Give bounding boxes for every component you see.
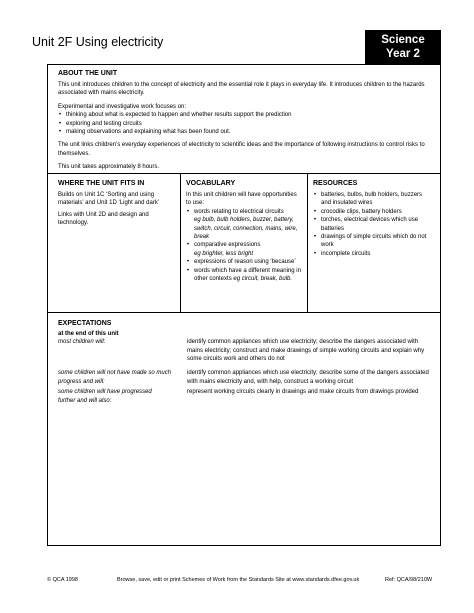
vocab-text: expressions of reason using ‘because’ xyxy=(194,259,296,266)
expectations-heading: EXPECTATIONS xyxy=(58,320,112,327)
vocab-text: words which have a different meaning in other contexts xyxy=(194,267,301,283)
subject-label: Science xyxy=(381,34,425,46)
expectation-label: most children will: xyxy=(58,339,106,346)
resources-section xyxy=(313,180,433,258)
fits-links-with: Links with Unit 2D and design and technology. xyxy=(58,211,149,227)
vocab-example: eg brighter, less bright xyxy=(194,250,254,257)
about-work-list xyxy=(58,111,430,136)
about-links: The unit links children’s everyday experiences of electricity to scientific ideas and the importance of following instructions to control risks to themselves. xyxy=(58,142,425,157)
footer-copyright: © QCA 1998 xyxy=(47,577,78,583)
vocab-example: eg circuit, break, bulb. xyxy=(233,276,293,283)
list-item: • batteries, bulbs, bulb holders, buzzers and insulated wires xyxy=(321,191,433,208)
column-divider xyxy=(180,173,181,312)
expectation-text: represent working circuits clearly in drawings and make circuits from drawings provided xyxy=(187,389,419,396)
expectation-row xyxy=(58,388,430,407)
vocabulary-list xyxy=(186,208,302,284)
resources-list xyxy=(313,191,433,258)
about-intro: This unit introduces children to the concept of electricity and the essential role it plays in everyday life. It introduces children to the hazards associated with mains electricity. xyxy=(58,82,425,97)
resources-heading: RESOURCES xyxy=(313,180,358,187)
list-item xyxy=(194,267,302,284)
list-item: • incomplete circuits xyxy=(321,250,433,258)
vocab-text: words relating to electrical circuits xyxy=(194,208,284,215)
expectations-subheading: at the end of this unit xyxy=(58,331,119,337)
year-label: Year 2 xyxy=(386,48,420,60)
about-duration: This unit takes approximately 8 hours. xyxy=(58,164,160,171)
expectation-text: identify common appliances which use electricity; describe the dangers associated with mains electricity; construct and make drawings of simple working circuits and explain why some circuits work and others do not xyxy=(187,339,425,363)
list-item: • drawings of simple circuits which do not work xyxy=(321,233,433,250)
list-item: • thinking about what is expected to happen and whether results support the prediction xyxy=(66,111,430,119)
vocabulary-heading: VOCABULARY xyxy=(186,180,236,187)
vocabulary-section xyxy=(186,180,302,283)
about-work-lead: Experimental and investigative work focuses on: xyxy=(58,103,187,110)
list-item: • exploring and testing circuits xyxy=(66,120,430,128)
column-divider xyxy=(307,173,308,312)
divider xyxy=(47,173,441,174)
expectation-row xyxy=(58,369,430,388)
vocab-text: comparative expressions xyxy=(194,242,261,249)
list-item: • making observations and explaining what has been found out. xyxy=(66,128,430,136)
expectation-label: some children will have progressed further and will also: xyxy=(58,389,152,404)
page-title: Unit 2F Using electricity xyxy=(32,35,164,49)
list-item: • torches, electrical devices which use batteries xyxy=(321,216,433,233)
fits-builds-on: Builds on Unit 1C ‘Sorting and using materials’ and Unit 1D ‘Light and dark’ xyxy=(58,192,160,207)
expectation-label: some children will not have made so much progress and will: xyxy=(58,370,172,385)
about-section xyxy=(58,70,430,172)
list-item xyxy=(194,208,302,242)
expectation-row xyxy=(58,338,430,364)
expectation-text: identify common appliances which use electricity; describe some of the dangers associated with mains electricity and, with help, construct a working circuit xyxy=(187,370,429,385)
fits-heading: WHERE THE UNIT FITS IN xyxy=(58,180,145,187)
fits-section xyxy=(58,180,174,228)
footer-reference: Ref: QCA/98/210W xyxy=(385,577,433,583)
divider xyxy=(47,312,441,313)
about-heading: ABOUT THE UNIT xyxy=(58,70,118,77)
subject-badge xyxy=(365,30,441,64)
vocab-example: eg bulb, bulb holders, buzzer, battery, switch, circuit, connection, mains, wire, break xyxy=(194,217,298,241)
list-item xyxy=(194,241,302,258)
list-item xyxy=(194,258,302,266)
vocabulary-intro: In this unit children will have opportunities to use: xyxy=(186,192,297,207)
list-item: • crocodile clips, battery holders xyxy=(321,208,433,216)
footer-site-link[interactable]: Browse, save, edit or print Schemes of Work from the Standards Site at www.standards.dfee.gov.uk xyxy=(117,577,360,583)
expectations-section xyxy=(58,320,430,407)
